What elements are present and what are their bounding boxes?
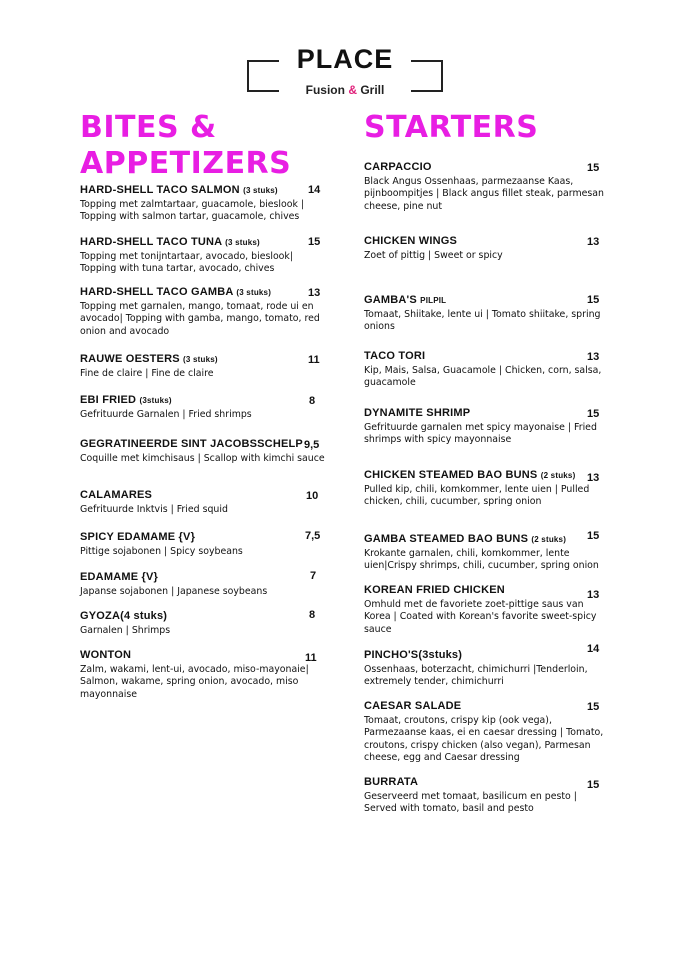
item-price: 7,5 — [305, 530, 321, 542]
item-name: GAMBA'S PILPIL — [364, 294, 447, 306]
item-name: HARD-SHELL TACO SALMON (3 stuks) — [80, 184, 278, 196]
item-name: GYOZA(4 stuks) — [80, 610, 168, 622]
menu-item — [80, 437, 330, 465]
section-heading-starters: STARTERS — [364, 110, 539, 145]
item-name: EBI FRIED (3stuks) — [80, 394, 172, 406]
item-description: Kip, Mais, Salsa, Guacamole | Chicken, corn, salsa, guacamole — [364, 365, 602, 389]
item-price: 15 — [587, 779, 600, 791]
logo-sub-grill: Grill — [360, 83, 385, 97]
item-name: CALAMARES — [80, 489, 153, 501]
item-price: 13 — [587, 472, 600, 484]
item-description: Pittige sojabonen | Spicy soybeans — [80, 546, 243, 557]
menu-item — [80, 488, 330, 516]
item-name: CAESAR SALADE — [364, 700, 462, 712]
menu-item — [364, 775, 604, 816]
item-price: 10 — [306, 490, 319, 502]
item-price: 15 — [587, 294, 600, 306]
logo-subtitle — [247, 83, 443, 97]
item-price: 14 — [308, 184, 321, 196]
restaurant-logo — [247, 44, 443, 100]
item-name: EDAMAME {V} — [80, 571, 158, 583]
menu-item — [364, 583, 604, 636]
item-name: HARD-SHELL TACO TUNA (3 stuks) — [80, 236, 260, 248]
item-price: 9,5 — [304, 439, 320, 451]
menu-item — [80, 183, 330, 224]
item-description: Gefrituurde Garnalen | Fried shrimps — [80, 409, 252, 420]
menu-item — [364, 648, 604, 689]
item-name: WONTON — [80, 649, 132, 661]
menu-item — [80, 570, 330, 598]
item-description: Krokante garnalen, chili, komkommer, lente uien|Crispy shrimps, chili, cucumber, spring onion — [364, 548, 599, 572]
item-name: PINCHO'S(3stuks) — [364, 649, 463, 661]
item-description: Topping met garnalen, mango, tomaat, rode ui en avocado| Topping with gamba, mango, tomato, red onion and avocado — [80, 301, 320, 337]
item-description: Zalm, wakami, lent-ui, avocado, miso-mayonaie| Salmon, wakame, spring onion, avocado, miso mayonnaise — [80, 664, 309, 700]
item-price: 15 — [587, 162, 600, 174]
item-name: HARD-SHELL TACO GAMBA (3 stuks) — [80, 286, 272, 298]
item-price: 15 — [308, 236, 321, 248]
item-price: 13 — [587, 589, 600, 601]
menu-item — [80, 393, 330, 421]
item-description: Gefrituurde Inktvis | Fried squid — [80, 504, 228, 515]
item-name: CHICKEN WINGS — [364, 235, 458, 247]
item-name: DYNAMITE SHRIMP — [364, 407, 471, 419]
menu-item — [80, 285, 330, 338]
menu-item — [364, 293, 604, 334]
logo-sub-fusion: Fusion — [305, 83, 345, 97]
item-name: RAUWE OESTERS (3 stuks) — [80, 353, 218, 365]
item-price: 13 — [587, 351, 600, 363]
section-heading-bites: BITES & APPETIZERS — [80, 110, 292, 181]
item-price: 15 — [587, 408, 600, 420]
item-description: Black Angus Ossenhaas, parmezaanse Kaas, pijnboompitjes | Black angus fillet steak, parmesan cheese, pine nut — [364, 176, 604, 212]
item-price: 15 — [587, 701, 600, 713]
item-name: GEGRATINEERDE SINT JACOBSSCHELP — [80, 438, 303, 450]
item-name: CARPACCIO — [364, 161, 432, 173]
item-description: Gefrituurde garnalen met spicy mayonaise | Fried shrimps with spicy mayonnaise — [364, 422, 597, 446]
item-description: Coquille met kimchisaus | Scallop with kimchi sauce — [80, 453, 325, 464]
menu-item — [364, 406, 604, 447]
item-price: 11 — [308, 354, 320, 366]
menu-item — [364, 532, 604, 573]
item-description: Topping met zalmtartaar, guacamole, bieslook | Topping with salmon tartar, guacamole, chives — [80, 199, 305, 223]
logo-ampersand: & — [348, 83, 357, 97]
item-name: KOREAN FRIED CHICKEN — [364, 584, 505, 596]
item-name: SPICY EDAMAME {V} — [80, 531, 196, 543]
item-description: Japanse sojabonen | Japanese soybeans — [80, 586, 268, 597]
item-price: 15 — [587, 530, 600, 542]
logo-name: PLACE — [296, 44, 394, 74]
item-description: Fine de claire | Fine de claire — [80, 368, 214, 379]
menu-item — [80, 352, 330, 380]
menu-item — [80, 235, 330, 276]
menu-item — [364, 349, 604, 390]
item-description: Pulled kip, chili, komkommer, lente uien | Pulled chicken, chili, cucumber, spring onion — [364, 484, 590, 508]
item-name: GAMBA STEAMED BAO BUNS (2 stuks) — [364, 533, 567, 545]
item-price: 7 — [310, 570, 317, 582]
menu-item — [364, 160, 604, 213]
item-price: 8 — [309, 395, 316, 407]
item-description: Tomaat, Shiitake, lente ui | Tomato shiitake, spring onions — [364, 309, 601, 333]
item-price: 13 — [308, 287, 321, 299]
item-description: Zoet of pittig | Sweet or spicy — [364, 250, 503, 261]
menu-item — [364, 699, 604, 765]
item-description: Geserveerd met tomaat, basilicum en pesto | Served with tomato, basil and pesto — [364, 791, 577, 815]
item-price: 13 — [587, 236, 600, 248]
menu-item — [364, 468, 604, 509]
item-description: Garnalen | Shrimps — [80, 625, 171, 636]
menu-item — [80, 530, 330, 558]
item-price: 11 — [305, 652, 317, 664]
item-price: 8 — [309, 609, 316, 621]
item-description: Omhuld met de favoriete zoet-pittige saus van Korea | Coated with Korean's favorite sweet-spicy sauce — [364, 599, 597, 635]
item-name: CHICKEN STEAMED BAO BUNS (2 stuks) — [364, 469, 576, 481]
menu-item — [80, 648, 330, 701]
item-description: Topping met tonijntartaar, avocado, bieslook| Topping with tuna tartar, avocado, chives — [80, 251, 294, 275]
item-description: Ossenhaas, boterzacht, chimichurri |Tenderloin, extremely tender, chimichurri — [364, 664, 588, 688]
menu-item — [364, 234, 604, 262]
item-name: BURRATA — [364, 776, 419, 788]
menu-item — [80, 609, 330, 637]
item-name: TACO TORI — [364, 350, 426, 362]
item-description: Tomaat, croutons, crispy kip (ook vega), Parmezaanse kaas, ei en caesar dressing | Tomato, croutons, crispy chicken (also vegan), Parmesan cheese, egg and Caesar dressing — [364, 715, 604, 764]
item-price: 14 — [587, 643, 600, 655]
